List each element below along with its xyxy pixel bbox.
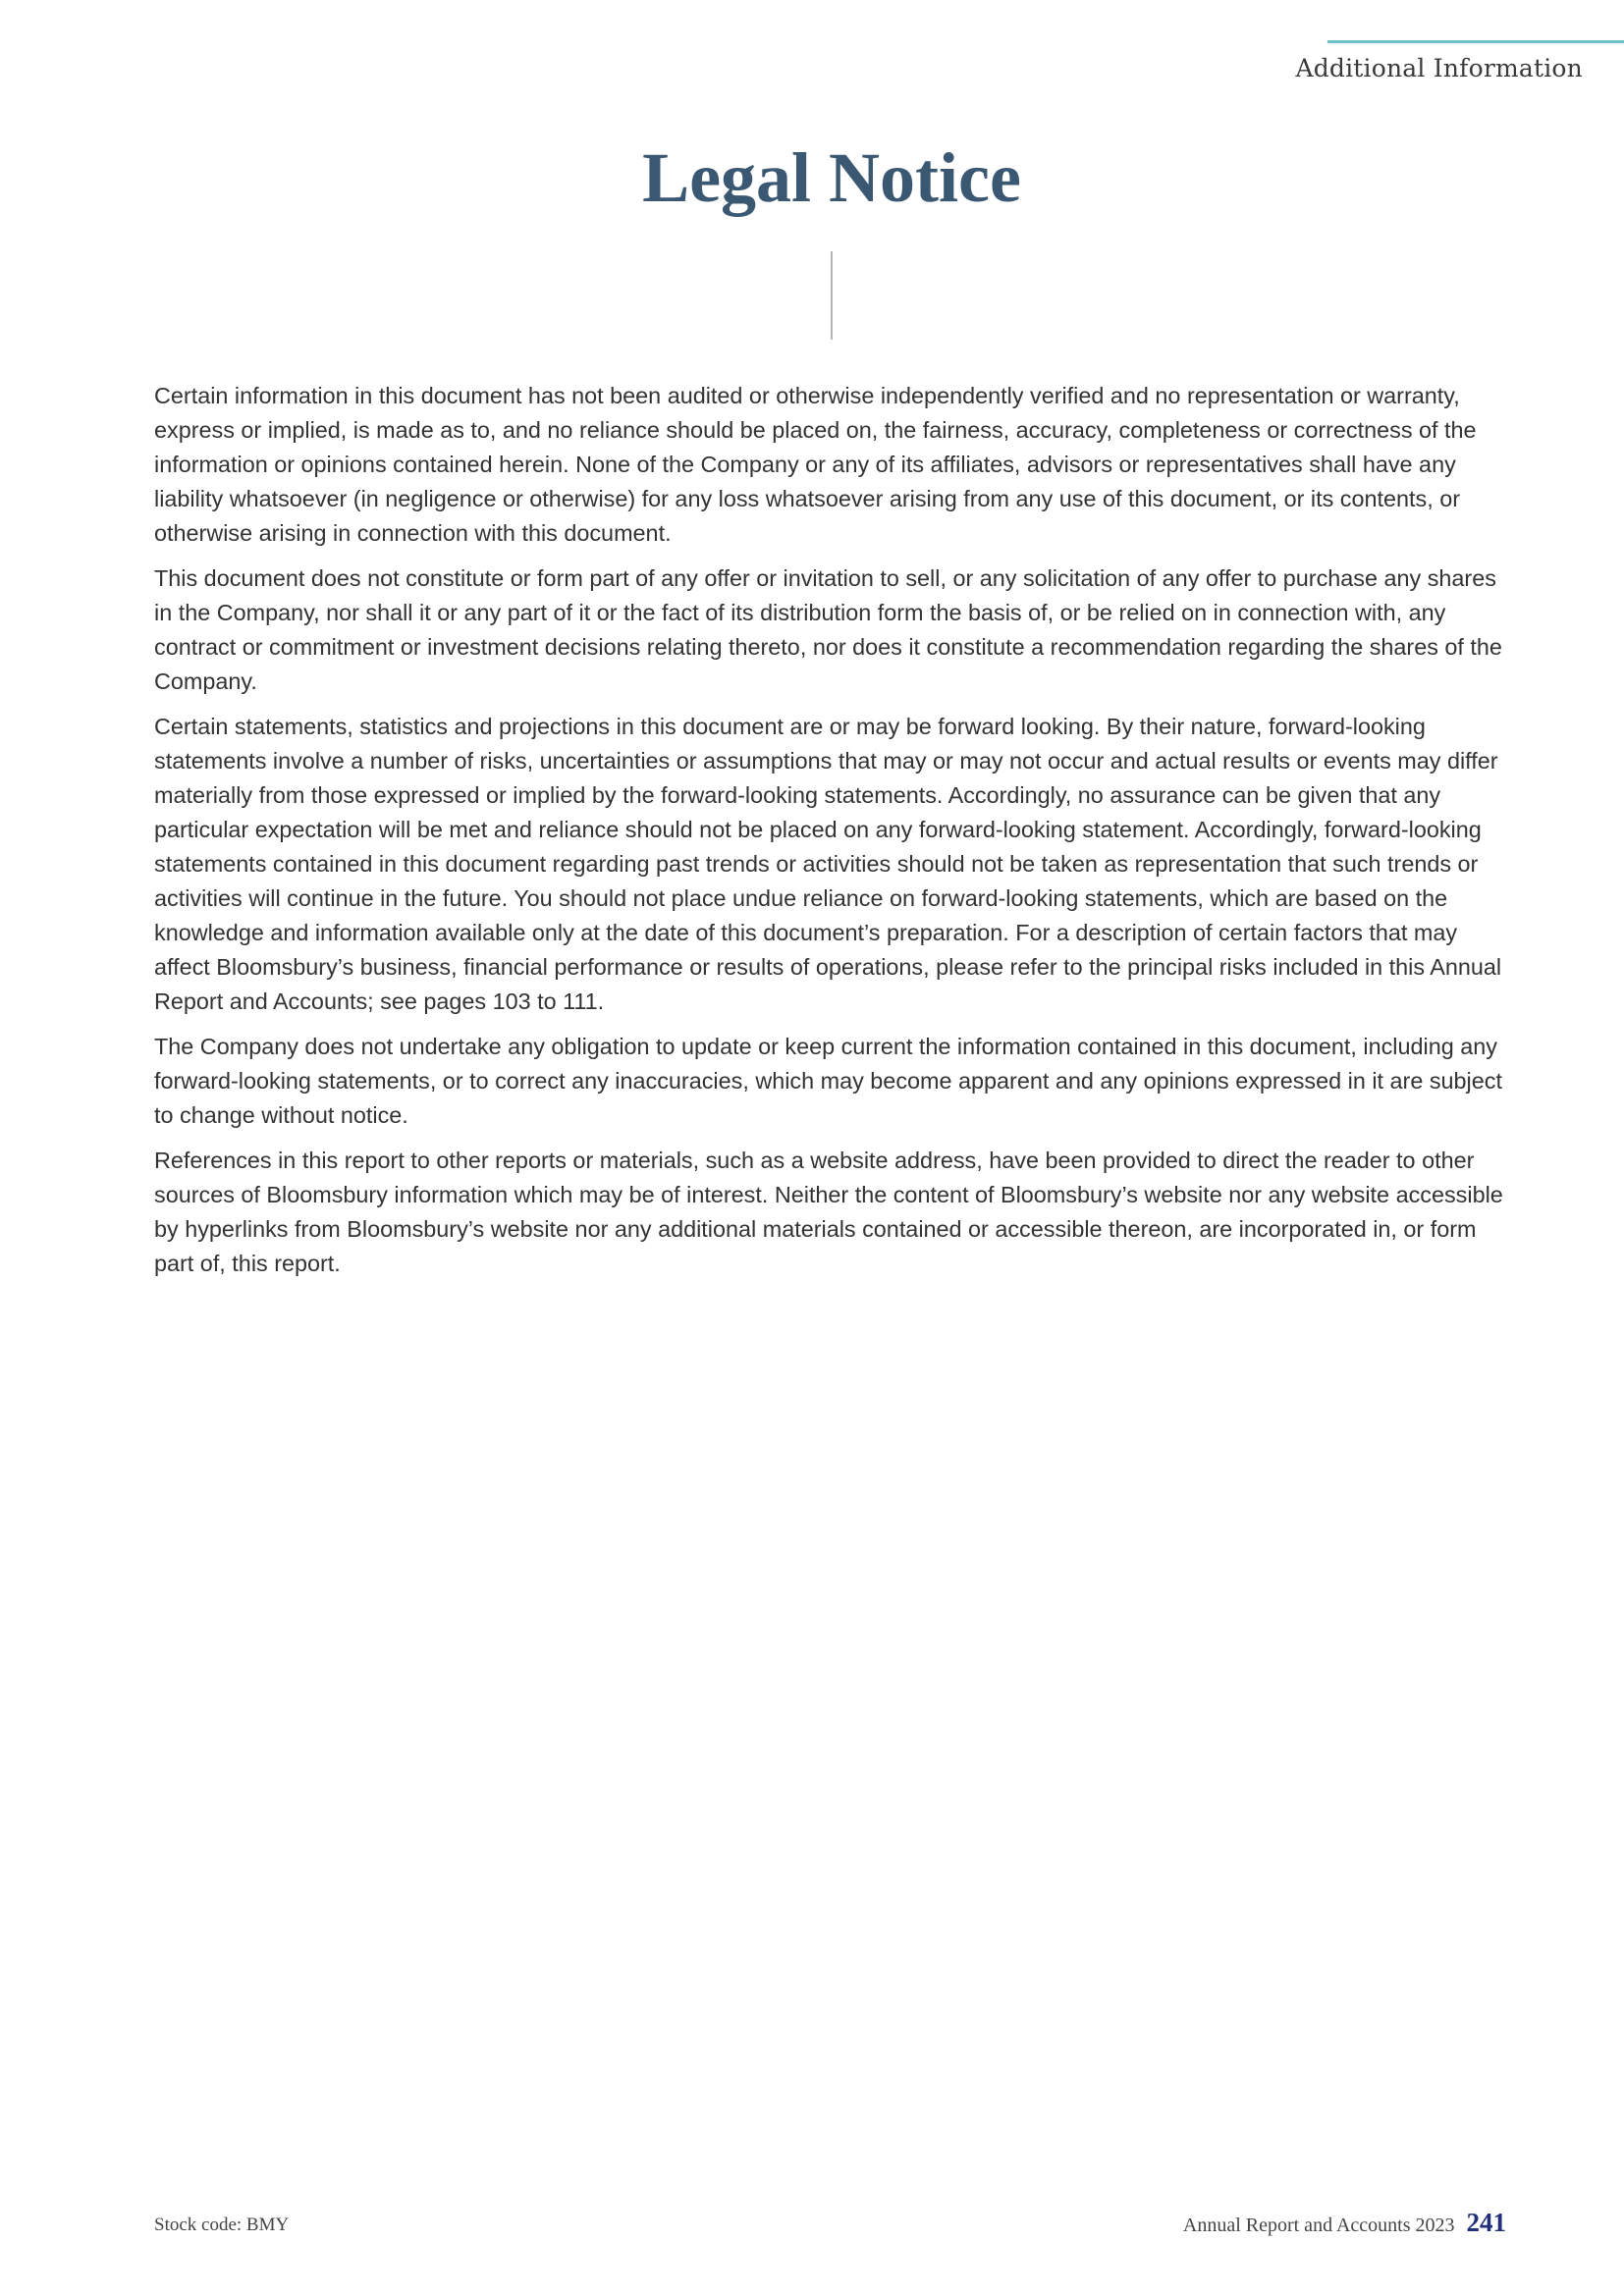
paragraph-audit-disclaimer: Certain information in this document has not been audited or otherwise independently verified and no representation or warranty, express or implied, is made as to, and no reliance should be placed on, the fairness, accuracy, completeness or correctness of the information or opinions contained herein. None of the Company or any of its affiliates, advisors or representatives shall have any liability whatsoever (in negligence or otherwise) for any loss whatsoever arising from any use of this document, or its contents, or otherwise arising in connection with this document. — [154, 383, 1477, 546]
title-divider — [831, 251, 833, 340]
footer-stock-code: Stock code: BMY — [154, 2215, 290, 2235]
footer-report-info — [1183, 2208, 1506, 2238]
paragraph-forward-looking: Certain statements, statistics and projections in this document are or may be forward looking. By their nature, forward-looking statements involve a number of risks, uncertainties or assumptions that may or may not occur and actual results or events may differ materially from those expressed or implied by the forward-looking statements. Accordingly, no assurance can be given that any particular expectation will be met and reliance should not be placed on any forward-looking statement. Accordingly, forward-looking statements contained in this document regarding past trends or activities should not be taken as representation that such trends or activities will continue in the future. You should not place undue reliance on forward-looking statements, which are based on the knowledge and information available only at the date of this document’s preparation. For a description of certain factors that may affect Bloomsbury’s business, financial performance or results of operations, please refer to the principal risks included in this Annual Report and Accounts; see pages 103 to 111. — [154, 714, 1502, 1014]
section-label: Additional Information — [1295, 54, 1583, 82]
header-accent-rule — [1327, 40, 1624, 43]
paragraph-no-offer: This document does not constitute or form part of any offer or invitation to sell, or any solicitation of any offer to purchase any shares in the Company, nor shall it or any part of it or the fact of its distribution form the basis of, or be relied on in connection with, any contract or commitment or investment decisions relating thereto, nor does it constitute a recommendation regarding the shares of the Company. — [154, 565, 1502, 694]
paragraph-references: References in this report to other reports or materials, such as a website address, have been provided to direct the reader to other sources of Bloomsbury information which may be of interest. Neither the content of Bloomsbury’s website nor any website accessible by hyperlinks from Bloomsbury’s website nor any additional materials contained or accessible thereon, are incorporated in, or form part of, this report. — [154, 1148, 1503, 1276]
page-title: Legal Notice — [642, 138, 1021, 217]
page-number: 241 — [1466, 2208, 1506, 2237]
footer-report-name: Annual Report and Accounts 2023 — [1182, 2215, 1455, 2236]
paragraph-no-update: The Company does not undertake any obligation to update or keep current the information contained in this document, including any forward-looking statements, or to correct any inaccuracies, which may become apparent and any opinions expressed in it are subject to change without notice. — [154, 1034, 1502, 1128]
legal-notice-body — [154, 379, 1509, 1292]
